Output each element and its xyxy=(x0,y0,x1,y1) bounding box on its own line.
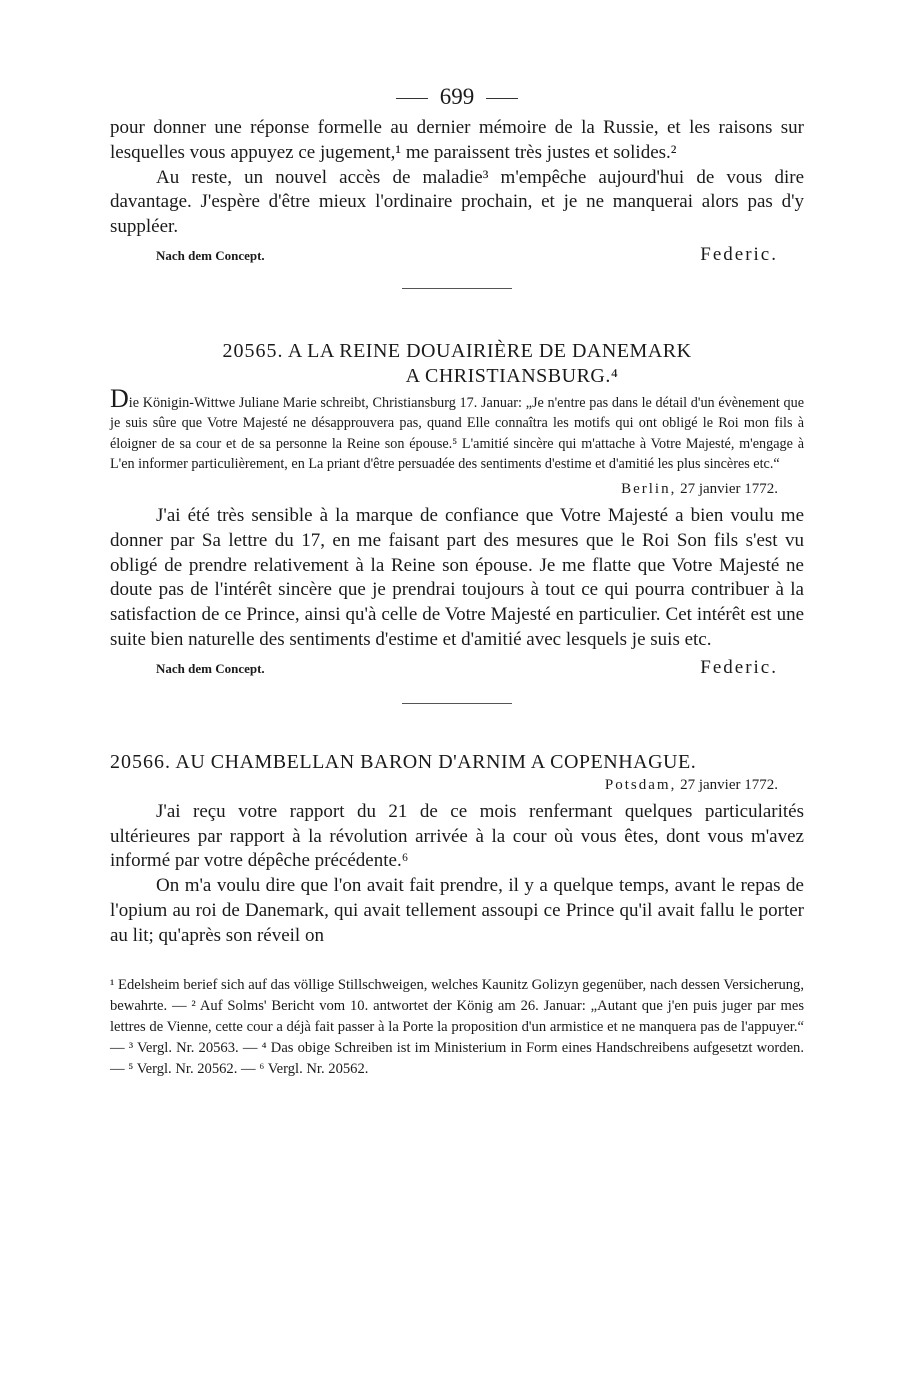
letter-paragraph-2: On m'a voulu dire que l'on avait fait prendre, il y a quelque temps, avant le repas de l'opium au roi de Danemark, qui avait tellement assoupi ce Prince qu'il avait fallu le porter au lit; qu'après son réveil on xyxy=(110,875,804,946)
header-dash-right xyxy=(486,98,518,99)
dateline xyxy=(110,481,778,498)
letter-number: 20565. xyxy=(222,339,284,362)
letter-title: AU CHAMBELLAN BARON D'ARNIM A COPENHAGUE. xyxy=(175,750,697,773)
document-page xyxy=(110,80,804,1081)
signature-block-2 xyxy=(110,657,804,679)
signature: Federic. xyxy=(700,656,778,678)
letter-20565 xyxy=(110,339,804,679)
dateline-place: Berlin, xyxy=(621,480,677,497)
page-header xyxy=(110,80,804,114)
letter-title-line1: A LA REINE DOUAIRIÈRE DE DANEMARK xyxy=(287,339,692,362)
letter-20566 xyxy=(110,750,804,949)
source-note: Nach dem Concept. xyxy=(156,247,265,263)
dateline xyxy=(110,777,778,794)
letter-title-line2: A CHRISTIANSBURG.⁴ xyxy=(405,364,619,387)
letter-number: 20566. xyxy=(110,750,171,773)
header-dash-left xyxy=(396,98,428,99)
page-number: 699 xyxy=(439,84,475,109)
section-divider xyxy=(402,703,512,704)
carryover-paragraph: pour donner une réponse formelle au dernier mémoire de la Russie, et les raisons sur lesquelles vous appuyez ce jugement,¹ me paraissent très justes et solides.² xyxy=(110,117,804,163)
letter-paragraph-1: J'ai reçu votre rapport du 21 de ce mois renfermant quelques particularités ultérieures par rapport à la révolution arrivée à la cour où vous êtes, dont vous m'avez informé par votre dépêche précédente.⁶ xyxy=(110,800,804,872)
carryover-paragraph-2: Au reste, un nouvel accès de maladie³ m'empêche aujourd'hui de vous dire davantage. J'espère d'être mieux l'ordinaire prochain, et je ne manquerai alors pas d'y suppléer. xyxy=(110,166,804,238)
signature: Federic. xyxy=(700,243,778,265)
letter-body: J'ai été très sensible à la marque de confiance que Votre Majesté a bien voulu me donner par Sa lettre du 17, en me faisant part des mesures que le Roi Son fils s'est vu obligé de prendre relativement à la Reine son épouse. Je me flatte que Votre Majesté ne doute pas de l'intérêt sincère que je prendrai toujours à tout ce qui pourra contribuer à la satisfaction de ce Prince, ainsi qu'à celle de Votre Majesté en particulier. Cet intérêt est une suite bien naturelle des sentiments d'estime et d'amitié avec lesquels je suis etc. xyxy=(110,504,804,650)
summary-initial: D xyxy=(110,383,129,413)
source-note: Nach dem Concept. xyxy=(156,660,265,676)
summary-text: ie Königin-Wittwe Juliane Marie schreibt, Christiansburg 17. Januar: „Je n'entre pas dans le détail d'un évènement que je suis sûre que Votre Majesté ne désapprouvera pas, quand Elle connaîtra les motifs qui ont obligé le Roi mon fils à éloigner de sa cour et de sa personne la Reine son épouse.⁵ L'amitié sincère qui m'attache à Votre Majesté, m'engage à L'en informer particulièrement, en La priant d'être persuadée des sentiments d'estime et d'amitié les plus sincères etc.“ xyxy=(110,394,804,473)
dateline-date: 27 janvier 1772. xyxy=(680,480,778,497)
signature-block-1 xyxy=(110,244,804,266)
dateline-place: Potsdam, xyxy=(604,776,677,793)
dateline-date: 27 janvier 1772. xyxy=(680,776,778,793)
section-divider xyxy=(402,288,512,289)
letter-summary xyxy=(110,383,804,475)
letter-heading xyxy=(110,339,804,364)
footnotes: ¹ Edelsheim berief sich auf das völlige Stillschweigen, welches Kaunitz Golizyn gegenüber, nach dessen Versicherung, bewahrte. — ² Auf Solms' Bericht vom 10. antwortet der König am 26. Januar: „Autant que j'en puis juger par mes lettres de Vienne, cette cour a déjà fait passer à la Porte la proposition d'un armistice et ne manquera pas de l'appuyer.“ — ³ Vergl. Nr. 20563. — ⁴ Das obige Schreiben ist im Ministerium in Form eines Handschreibens aufgesetzt worden. — ⁵ Vergl. Nr. 20562. — ⁶ Vergl. Nr. 20562. xyxy=(110,976,804,1078)
letter-heading xyxy=(110,750,804,775)
